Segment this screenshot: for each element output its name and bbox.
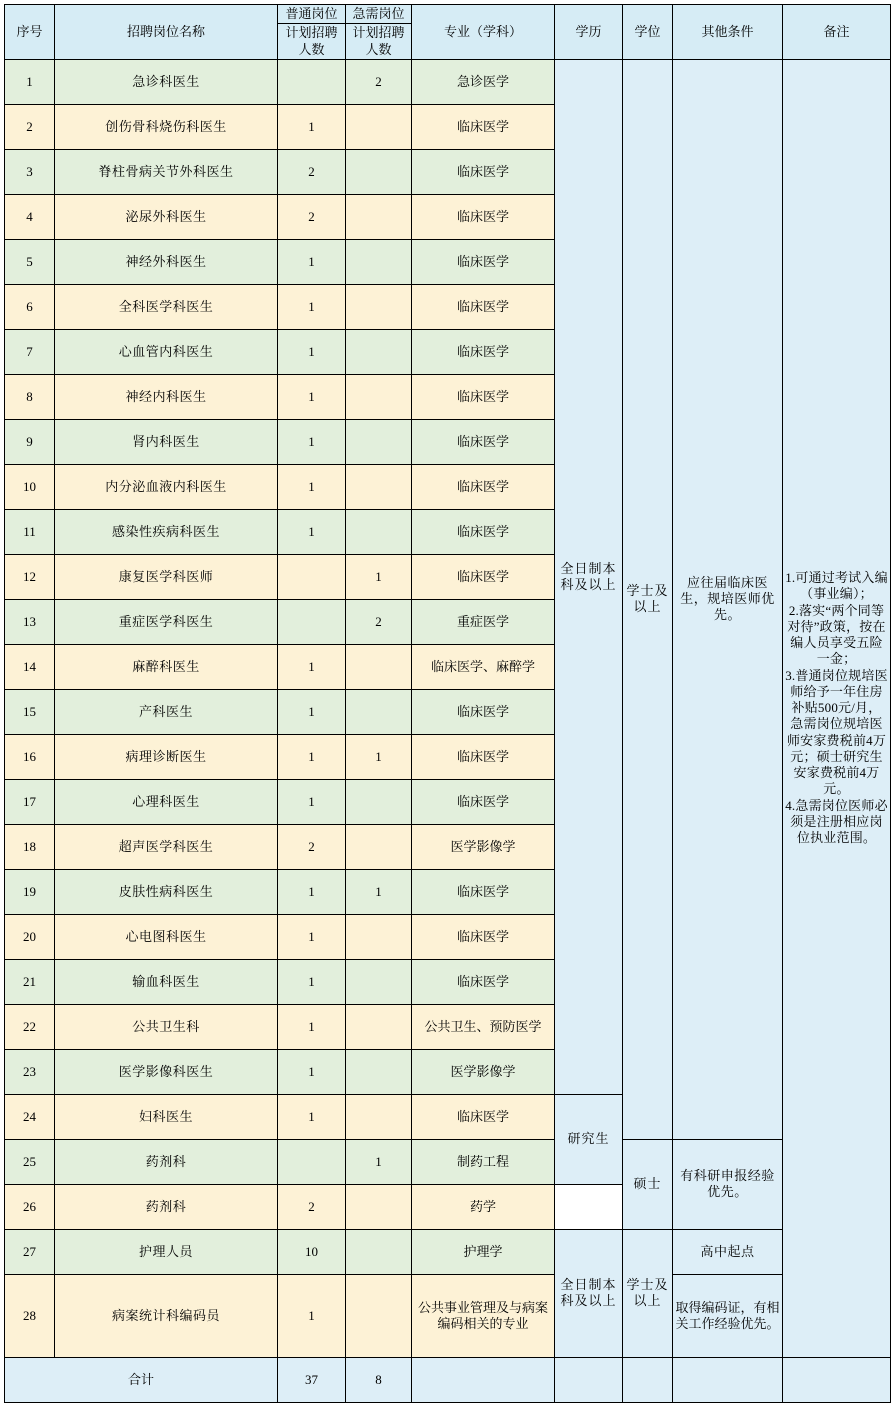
remark-line-3: 3.普通岗位规培医师给予一年住房补贴500元/月，急需岗位规培医师安家费税前4万元；硕士研究生安家费税前4万元。 <box>785 667 888 797</box>
row-post: 创伤骨科烧伤科医生 <box>55 104 278 149</box>
row-no: 25 <box>5 1139 55 1184</box>
row-normal: 1 <box>278 689 346 734</box>
row-normal: 1 <box>278 239 346 284</box>
row-urgent <box>346 464 412 509</box>
row-normal: 1 <box>278 329 346 374</box>
row-post: 全科医学科医生 <box>55 284 278 329</box>
row-normal: 1 <box>278 464 346 509</box>
table-header-row <box>5 5 891 24</box>
row-post: 感染性疾病科医生 <box>55 509 278 554</box>
row-normal: 2 <box>278 149 346 194</box>
table-row <box>5 1139 891 1184</box>
row-major: 临床医学 <box>412 509 555 554</box>
row-urgent <box>346 1094 412 1139</box>
degree-group-2: 硕士 <box>623 1139 673 1229</box>
row-major: 临床医学 <box>412 554 555 599</box>
row-urgent <box>346 419 412 464</box>
row-no: 11 <box>5 509 55 554</box>
row-major: 制药工程 <box>412 1139 555 1184</box>
row-no: 7 <box>5 329 55 374</box>
row-major: 临床医学 <box>412 734 555 779</box>
total-degree <box>623 1357 673 1402</box>
row-no: 21 <box>5 959 55 1004</box>
row-no: 15 <box>5 689 55 734</box>
row-major: 公共卫生、预防医学 <box>412 1004 555 1049</box>
total-row <box>5 1357 891 1402</box>
total-normal: 37 <box>278 1357 346 1402</box>
row-post: 重症医学科医生 <box>55 599 278 644</box>
header-urgent-group: 急需岗位 <box>346 5 412 24</box>
row-post: 输血科医生 <box>55 959 278 1004</box>
row-normal: 1 <box>278 1004 346 1049</box>
row-no: 3 <box>5 149 55 194</box>
header-normal-group: 普通岗位 <box>278 5 346 24</box>
row-major: 临床医学 <box>412 104 555 149</box>
row-urgent <box>346 779 412 824</box>
row-urgent <box>346 1184 412 1229</box>
row-post: 急诊科医生 <box>55 59 278 104</box>
row-post: 皮肤性病科医生 <box>55 869 278 914</box>
header-post: 招聘岗位名称 <box>55 5 278 60</box>
row-post: 病理诊断医生 <box>55 734 278 779</box>
row-normal <box>278 599 346 644</box>
row-urgent <box>346 284 412 329</box>
row-post: 药剂科 <box>55 1184 278 1229</box>
row-normal: 2 <box>278 824 346 869</box>
row-post: 产科医生 <box>55 689 278 734</box>
row-major: 临床医学 <box>412 419 555 464</box>
remark-line-1: 1.可通过考试入编（事业编）； <box>785 570 888 602</box>
row-urgent <box>346 959 412 1004</box>
row-post: 护理人员 <box>55 1229 278 1274</box>
row-no: 4 <box>5 194 55 239</box>
row-normal: 1 <box>278 1274 346 1357</box>
row-normal: 1 <box>278 284 346 329</box>
row-major: 医学影像学 <box>412 1049 555 1094</box>
row-no: 28 <box>5 1274 55 1357</box>
row-no: 5 <box>5 239 55 284</box>
remark-cell <box>783 59 891 1357</box>
row-major: 医学影像学 <box>412 824 555 869</box>
row-major: 临床医学 <box>412 869 555 914</box>
row-post: 泌尿外科医生 <box>55 194 278 239</box>
other-condition-1: 应往届临床医生，规培医师优先。 <box>673 59 783 1139</box>
row-post: 医学影像科医生 <box>55 1049 278 1094</box>
row-major: 临床医学 <box>412 374 555 419</box>
row-no: 22 <box>5 1004 55 1049</box>
row-major: 临床医学 <box>412 959 555 1004</box>
row-post: 麻醉科医生 <box>55 644 278 689</box>
education-group-3: 全日制本科及以上 <box>555 1229 623 1357</box>
row-urgent <box>346 1229 412 1274</box>
row-no: 2 <box>5 104 55 149</box>
other-condition-2: 有科研申报经验优先。 <box>673 1139 783 1229</box>
row-no: 17 <box>5 779 55 824</box>
row-urgent <box>346 194 412 239</box>
row-major: 临床医学 <box>412 149 555 194</box>
row-no: 24 <box>5 1094 55 1139</box>
row-post: 内分泌血液内科医生 <box>55 464 278 509</box>
row-normal: 1 <box>278 1094 346 1139</box>
row-major: 临床医学、麻醉学 <box>412 644 555 689</box>
other-condition-4: 取得编码证，有相关工作经验优先。 <box>673 1274 783 1357</box>
row-urgent <box>346 824 412 869</box>
row-normal: 1 <box>278 644 346 689</box>
row-urgent <box>346 914 412 959</box>
row-major: 临床医学 <box>412 464 555 509</box>
total-remark <box>783 1357 891 1402</box>
row-post: 脊柱骨病关节外科医生 <box>55 149 278 194</box>
header-urgent-sub: 计划招聘人数 <box>346 24 412 60</box>
row-no: 18 <box>5 824 55 869</box>
row-normal: 1 <box>278 419 346 464</box>
row-no: 12 <box>5 554 55 599</box>
row-urgent <box>346 329 412 374</box>
row-urgent <box>346 1274 412 1357</box>
row-normal: 1 <box>278 104 346 149</box>
row-post: 肾内科医生 <box>55 419 278 464</box>
table-row <box>5 1229 891 1274</box>
row-post: 病案统计科编码员 <box>55 1274 278 1357</box>
row-urgent <box>346 509 412 554</box>
row-normal: 1 <box>278 374 346 419</box>
row-urgent <box>346 644 412 689</box>
row-post: 心理科医生 <box>55 779 278 824</box>
row-normal: 1 <box>278 869 346 914</box>
row-urgent <box>346 1004 412 1049</box>
row-normal: 1 <box>278 509 346 554</box>
row-normal: 1 <box>278 779 346 824</box>
education-group-1: 全日制本科及以上 <box>555 59 623 1094</box>
row-major: 临床医学 <box>412 284 555 329</box>
row-post: 药剂科 <box>55 1139 278 1184</box>
total-education <box>555 1357 623 1402</box>
education-group-2: 研究生 <box>555 1094 623 1184</box>
header-no: 序号 <box>5 5 55 60</box>
header-degree: 学位 <box>623 5 673 60</box>
total-other <box>673 1357 783 1402</box>
row-normal <box>278 1139 346 1184</box>
row-no: 14 <box>5 644 55 689</box>
row-urgent: 1 <box>346 554 412 599</box>
row-normal <box>278 59 346 104</box>
row-post: 康复医学科医师 <box>55 554 278 599</box>
row-urgent: 1 <box>346 869 412 914</box>
row-major: 急诊医学 <box>412 59 555 104</box>
row-major: 临床医学 <box>412 689 555 734</box>
row-no: 13 <box>5 599 55 644</box>
row-normal <box>278 554 346 599</box>
row-urgent <box>346 689 412 734</box>
row-normal: 2 <box>278 194 346 239</box>
degree-group-1: 学士及以上 <box>623 59 673 1139</box>
row-major: 临床医学 <box>412 1094 555 1139</box>
total-major <box>412 1357 555 1402</box>
table-row <box>5 1274 891 1357</box>
row-urgent <box>346 1049 412 1094</box>
header-normal-sub: 计划招聘人数 <box>278 24 346 60</box>
row-no: 10 <box>5 464 55 509</box>
remark-line-2: 2.落实“两个同等对待”政策，按在编人员享受五险一金； <box>787 602 886 667</box>
row-post: 妇科医生 <box>55 1094 278 1139</box>
row-urgent <box>346 239 412 284</box>
header-remark: 备注 <box>783 5 891 60</box>
degree-group-3: 学士及以上 <box>623 1229 673 1357</box>
remark-line-4: 4.急需岗位医师必须是注册相应岗位执业范围。 <box>785 797 888 846</box>
row-normal: 1 <box>278 959 346 1004</box>
row-post: 心电图科医生 <box>55 914 278 959</box>
row-urgent: 2 <box>346 599 412 644</box>
row-no: 9 <box>5 419 55 464</box>
row-normal: 2 <box>278 1184 346 1229</box>
header-major: 专业（学科） <box>412 5 555 60</box>
total-label: 合计 <box>5 1357 278 1402</box>
row-post: 神经外科医生 <box>55 239 278 284</box>
header-other: 其他条件 <box>673 5 783 60</box>
table-row <box>5 59 891 104</box>
row-major: 临床医学 <box>412 329 555 374</box>
row-normal: 1 <box>278 1049 346 1094</box>
row-no: 23 <box>5 1049 55 1094</box>
row-no: 27 <box>5 1229 55 1274</box>
row-major: 临床医学 <box>412 914 555 959</box>
total-urgent: 8 <box>346 1357 412 1402</box>
row-urgent <box>346 374 412 419</box>
row-urgent: 2 <box>346 59 412 104</box>
row-no: 26 <box>5 1184 55 1229</box>
row-urgent <box>346 104 412 149</box>
row-normal: 1 <box>278 734 346 779</box>
row-major: 护理学 <box>412 1229 555 1274</box>
row-no: 20 <box>5 914 55 959</box>
row-no: 8 <box>5 374 55 419</box>
row-normal: 10 <box>278 1229 346 1274</box>
row-major: 临床医学 <box>412 194 555 239</box>
other-condition-3: 高中起点 <box>673 1229 783 1274</box>
header-education: 学历 <box>555 5 623 60</box>
row-urgent: 1 <box>346 1139 412 1184</box>
row-major: 药学 <box>412 1184 555 1229</box>
recruitment-table <box>4 4 891 1403</box>
row-no: 16 <box>5 734 55 779</box>
row-no: 19 <box>5 869 55 914</box>
row-major: 重症医学 <box>412 599 555 644</box>
row-post: 超声医学科医生 <box>55 824 278 869</box>
row-normal: 1 <box>278 914 346 959</box>
row-no: 6 <box>5 284 55 329</box>
row-post: 公共卫生科 <box>55 1004 278 1049</box>
row-urgent <box>346 149 412 194</box>
row-urgent: 1 <box>346 734 412 779</box>
row-major: 临床医学 <box>412 239 555 284</box>
row-major: 临床医学 <box>412 779 555 824</box>
row-post: 心血管内科医生 <box>55 329 278 374</box>
row-post: 神经内科医生 <box>55 374 278 419</box>
row-no: 1 <box>5 59 55 104</box>
row-major: 公共事业管理及与病案编码相关的专业 <box>412 1274 555 1357</box>
